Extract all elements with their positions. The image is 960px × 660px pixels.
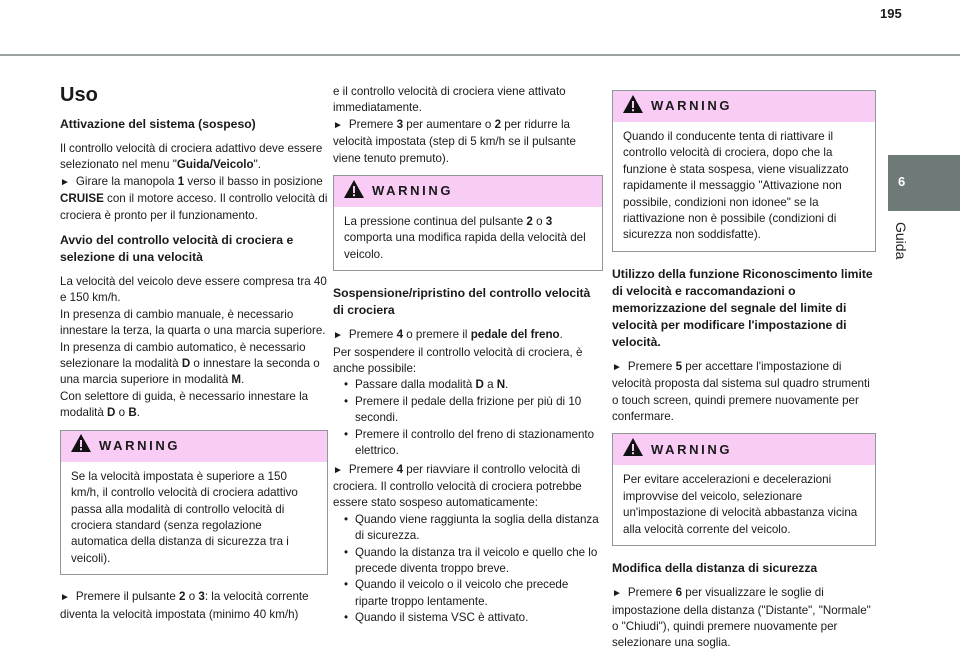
text-run: Per sospendere il controllo velocità di crociera, è anche possibile: [333,345,583,376]
text-line [71,469,317,567]
bullet-list [333,512,603,627]
warning-header [613,91,875,122]
bold-text-run: B [128,406,137,420]
text-run: Premere il controllo del freno di stazionamento elettrico. [355,427,595,458]
bold-text-run: 2 [494,117,502,131]
warning-body [613,122,875,251]
warning-body [613,465,875,545]
column-3 [612,84,876,660]
text-run: a [483,378,497,392]
list-item [333,545,603,578]
paragraph [60,141,328,224]
page-number: 195 [880,6,902,21]
chapter-label: Guida [893,222,909,260]
text-run: Premere il pedale della frizione per più di 10 secondi. [355,394,582,425]
arrow-bullet-icon: ► [612,588,622,600]
text-run: . [505,378,509,392]
text-line [623,129,865,244]
text-run: Premere [627,359,676,373]
warning-header [613,434,875,465]
text-run: Il controllo velocità di crociera adattivo deve essere selezionato nel menu " [60,142,323,172]
text-line [623,472,865,538]
text-run: Premere [348,117,397,131]
paragraph [333,327,603,377]
arrow-bullet-icon: ► [612,361,622,373]
warning-box [612,433,876,546]
warning-header [334,176,602,207]
paragraph [333,462,603,512]
text-run: Quando il conducente tenta di riattivare il controllo velocità di crociera, dopo che la funzione è stata sospesa, viene visualizzato rapidamente il messaggio "Attivazione non possibile, condizioni non idonee" se la riattivazione non è possibile (condizioni di sicurezza non soddisfatte). [623,130,849,242]
text-run: : la velocità corrente diventa la velocità impostata (minimo 40 km/h) [60,590,309,621]
text-run: Premere [627,586,676,600]
bold-text-run: 4 [396,462,404,476]
text-run: Premere il pulsante [75,590,180,604]
subsection-heading: Avvio del controllo velocità di crociera e selezione di una velocità [60,233,294,265]
text-run: o innestare la seconda o una marcia superiore in modalità [60,357,320,387]
text-line [60,274,328,307]
bold-text-run: D [181,357,191,371]
chapter-number: 6 [898,174,906,189]
column-2 [333,84,603,629]
bold-text-run: pedale del freno [470,328,560,342]
bold-text-run: 2 [179,590,186,604]
warning-title: WARNING [99,437,181,453]
arrow-bullet-icon: ► [333,330,343,342]
instruction-step [60,589,328,623]
list-item [333,394,603,427]
text-line [333,345,603,378]
bold-text-run: Guida/Veicolo [176,158,254,172]
warning-title: WARNING [651,98,733,114]
warning-title: WARNING [651,441,733,457]
arrow-bullet-icon: ► [60,176,70,188]
text-line [60,141,328,174]
bold-text-run: 1 [177,174,185,188]
text-run: con il motore acceso. Il controllo velocità di crociera è pronto per il funzionamento. [60,192,328,222]
warning-box [612,90,876,252]
section-title: Uso [60,84,98,106]
warning-triangle-icon [344,180,364,203]
text-run: per aumentare o [403,117,495,131]
text-run: La velocità del veicolo deve essere compresa tra 40 e 150 km/h. [60,275,327,305]
text-run: verso il basso in posizione [184,174,323,188]
paragraph [333,84,603,167]
bold-text-run: 3 [396,117,404,131]
bold-text-run: 3 [545,215,553,229]
text-run: Quando il sistema VSC è attivato. [355,611,529,625]
warning-body [334,207,602,270]
warning-triangle-icon [623,438,643,461]
text-run: comporta una modifica rapida della velocità del veicolo. [344,231,586,261]
text-run: per accettare l'impostazione di velocità proposta dal sistema sul quadro strumenti o touch screen, quindi premere nuovamente per confermare. [612,359,870,424]
chapter-tab[interactable] [888,155,960,211]
text-run: Passare dalla modalità [355,378,476,392]
warning-title: WARNING [372,183,454,199]
bold-text-run: 5 [675,359,683,373]
bold-text-run: 6 [675,586,683,600]
text-run: Se la velocità impostata è superiore a 150 km/h, il controllo velocità di crociera adattivo passa alla modalità di controllo velocità di crociera standard (senza regolazione automatica della distanza di sicurezza tra i veicoli). [71,469,298,565]
text-run: Premere [348,328,397,342]
bold-text-run: D [107,406,116,420]
text-run: Quando il veicolo o il veicolo che precede riparte troppo lentamente. [355,578,569,608]
text-run: o [115,406,129,420]
list-item [333,512,603,545]
instruction-step [60,174,328,224]
list-item [333,577,603,610]
arrow-bullet-icon: ► [333,464,343,476]
column-1 [60,84,328,631]
warning-triangle-icon [71,434,91,457]
text-run: La pressione continua del pulsante [344,215,527,229]
text-run: per ridurre la velocità impostata (step di 5 km/h se il pulsante viene tenuto premuto). [333,117,576,165]
instruction-step [612,359,876,426]
bold-text-run: 4 [396,328,404,342]
subsection-heading: Modifica della distanza di sicurezza [612,561,818,576]
bold-text-run: N [496,378,506,392]
text-run: Con selettore di guida, è necessario innestare la modalità [60,389,309,420]
text-run: In presenza di cambio manuale, è necessario innestare la terza, la quarta o una marcia superiore. [60,307,326,338]
text-run: Premere [348,462,397,476]
arrow-bullet-icon: ► [60,592,70,604]
paragraph [60,589,328,623]
bullet-list [333,377,603,459]
text-run: . [136,406,140,420]
bold-text-run: 3 [198,590,205,604]
paragraph [60,274,328,422]
text-run: Per evitare accelerazioni e decelerazioni improvvise del veicolo, selezionare un'impostazione di velocità abbastanza vicina alla velocità corrente del veicolo. [623,473,858,536]
warning-body [61,462,327,574]
bold-text-run: D [475,378,484,392]
header-divider [0,54,960,56]
paragraph [612,359,876,426]
text-run: In presenza di cambio automatico, è necessario selezionare la modalità [60,340,306,371]
arrow-bullet-icon: ► [333,119,343,131]
text-line [60,340,328,389]
bold-text-run: M [231,373,242,387]
list-item [333,377,603,393]
warning-triangle-icon [623,95,643,118]
bold-text-run: 2 [526,215,533,229]
text-run: o [185,590,199,604]
text-run: Quando viene raggiunta la soglia della distanza di sicurezza. [355,512,599,543]
text-run: per riavviare il controllo velocità di crociera. Il controllo velocità di crociera potrebbe essere stato sospeso automaticamente: [333,462,582,510]
instruction-step [333,462,603,512]
paragraph [612,585,876,652]
text-line [60,307,328,340]
text-run: o premere il [403,328,471,342]
warning-header [61,431,327,462]
text-run: ". [253,158,261,172]
text-line [60,389,328,422]
subsection-heading: Utilizzo della funzione Riconoscimento limite di velocità e raccomandazioni o memorizzazione del segnale del limite di velocità per modificare l'impostazione di velocità. [612,266,873,349]
text-run: e il controllo velocità di crociera viene attivato immediatamente. [333,85,566,115]
text-run: . [241,373,245,387]
list-item [333,427,603,460]
text-line [344,214,592,263]
instruction-step [333,327,603,344]
bold-text-run: CRUISE [60,192,104,206]
text-run: o [532,215,546,229]
subsection-heading: Sospensione/ripristino del controllo velocità di crociera [333,286,591,318]
text-line [333,84,603,117]
warning-box [60,430,328,575]
list-item [333,610,603,626]
text-run: Quando la distanza tra il veicolo e quello che lo precede diventa troppo breve. [355,545,598,575]
text-run: Girare la manopola [75,174,178,188]
text-run: . [559,328,563,342]
instruction-step [612,585,876,652]
warning-box [333,175,603,271]
instruction-step [333,117,603,167]
subsection-heading: Attivazione del sistema (sospeso) [60,117,256,131]
text-run: per visualizzare le soglie di impostazione della distanza ("Distante", "Normale" o "Chiudi"), quindi premere nuovamente per selezionare una soglia. [612,586,871,650]
